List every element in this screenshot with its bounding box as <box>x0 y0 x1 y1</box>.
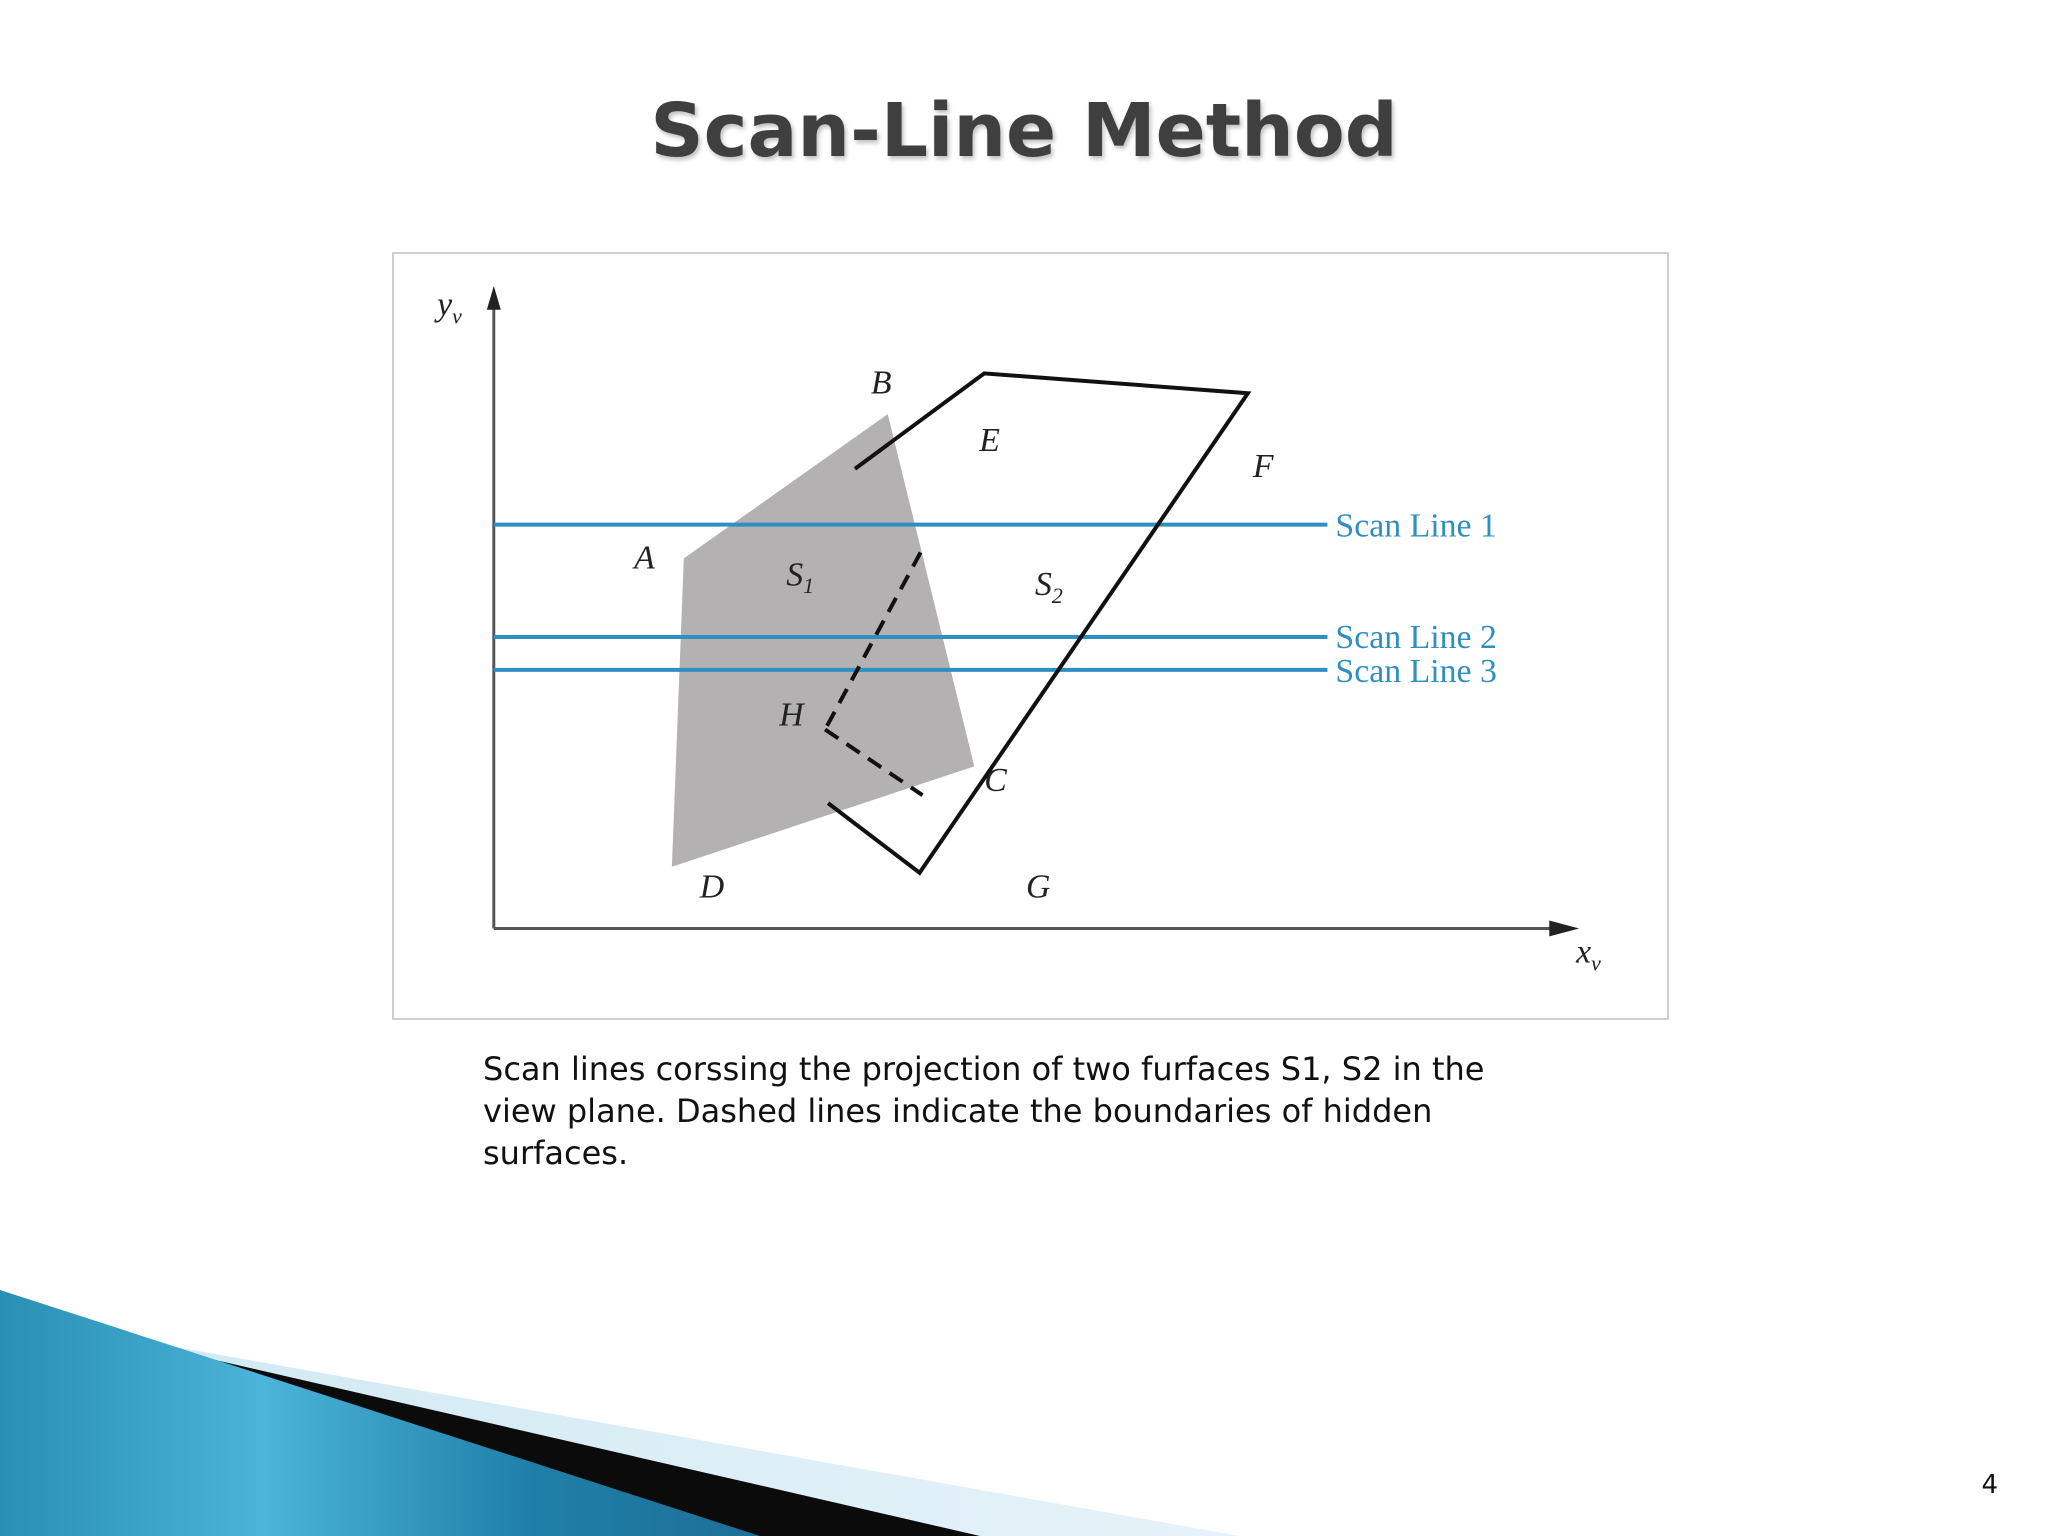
vertex-label-h: H <box>779 696 804 734</box>
scan-line-1-label: Scan Line 1 <box>1335 507 1497 545</box>
vertex-label-g: G <box>1026 868 1051 906</box>
scan-line-3-label: Scan Line 3 <box>1335 652 1497 690</box>
figure-caption: Scan lines corssing the projection of two furfaces S1, S2 in the view plane. Dashed lines indicate the boundaries of hidden surfaces. <box>483 1050 1485 1172</box>
x-axis-arrow <box>1549 921 1579 937</box>
vertex-label-e: E <box>979 421 1000 459</box>
diagram-figure <box>392 252 1669 1020</box>
surface-s1 <box>672 414 974 867</box>
vertex-label-f: F <box>1252 447 1274 485</box>
surface-label-s1: $S_1$ <box>786 556 815 599</box>
slide-title: Scan-Line Method <box>650 88 1398 174</box>
vertex-label-c: C <box>984 762 1007 800</box>
vertex-label-a: A <box>634 539 655 577</box>
y-axis-arrow <box>487 286 501 310</box>
y-axis-label: $y_v$ <box>437 286 462 329</box>
scan-line-diagram <box>394 254 1667 1018</box>
scan-line-2-label: Scan Line 2 <box>1335 618 1497 656</box>
x-axis-label: $x_v$ <box>1576 933 1601 976</box>
vertex-label-d: D <box>699 868 725 906</box>
surface-label-s2: $S_2$ <box>1034 566 1063 609</box>
page-number: 4 <box>1981 1470 1998 1500</box>
footer-decoration <box>0 1290 2048 1536</box>
vertex-label-b: B <box>870 364 892 402</box>
